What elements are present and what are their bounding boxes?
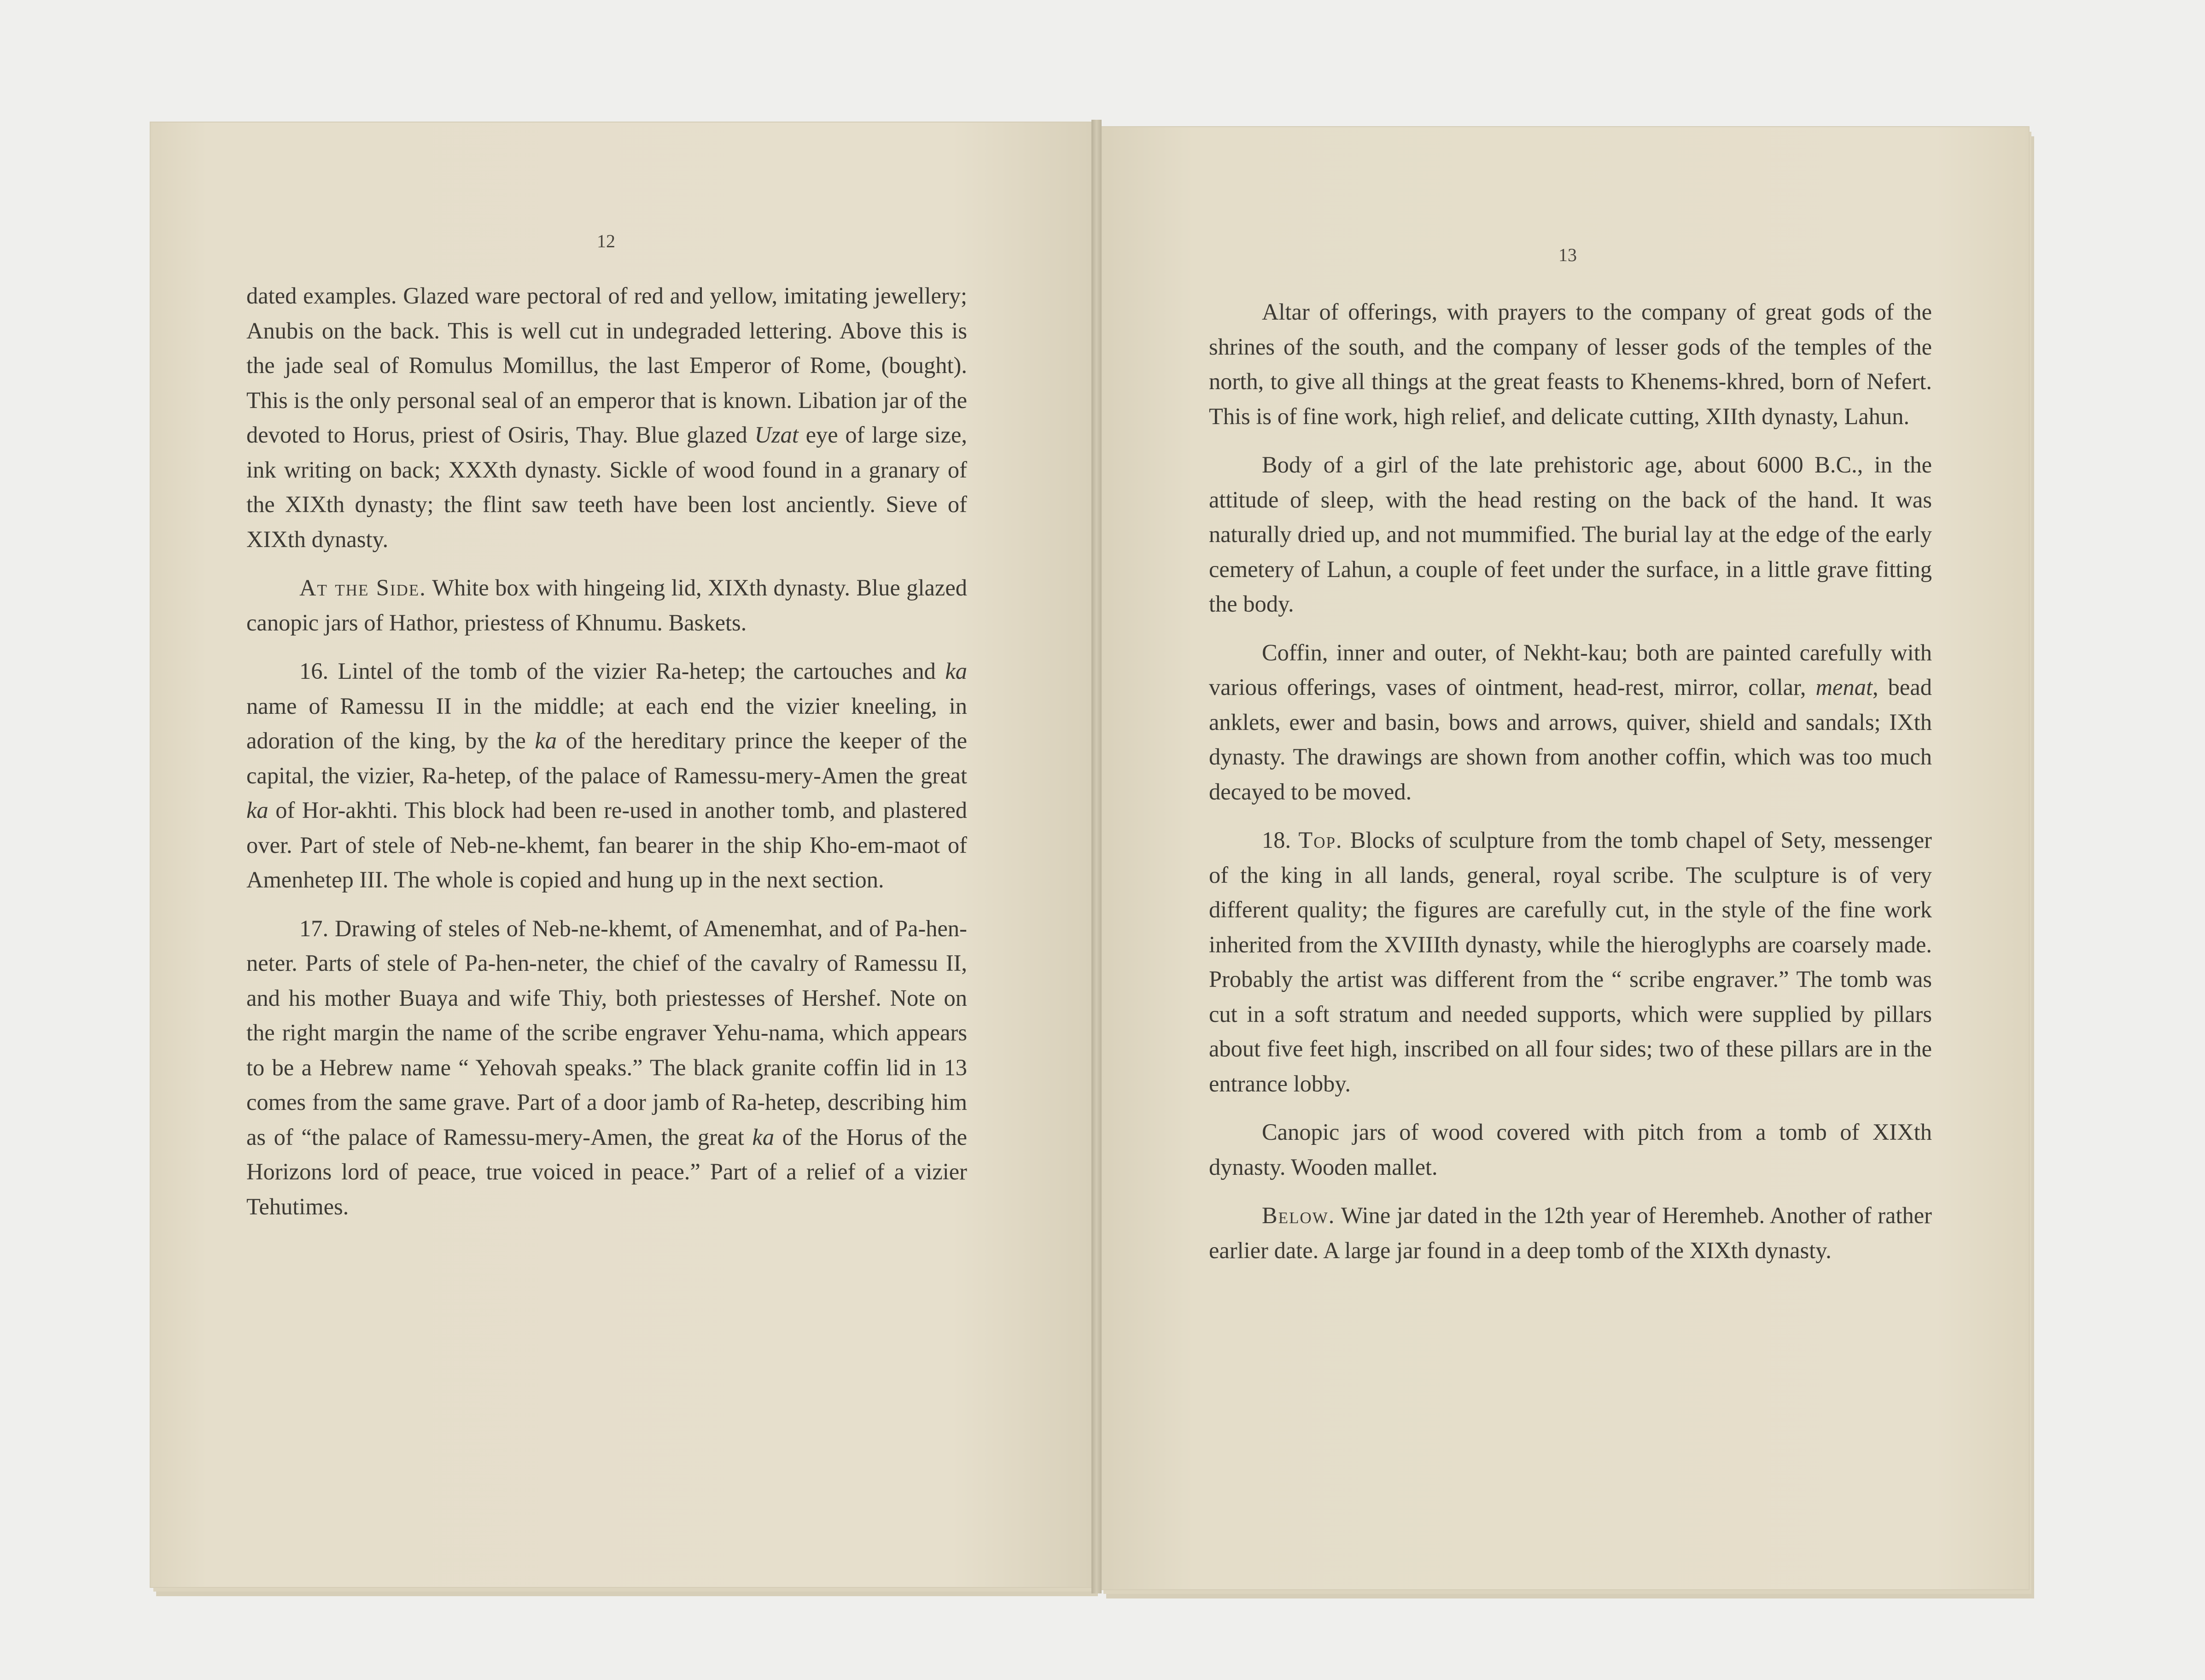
- right-paragraph-3: Coffin, inner and outer, of Nekht-kau; both are painted carefully with various offerings, vases of ointment, head-rest, mirror, collar, menat, bead anklets, ewer and basin, bows and arrows, quiver, shield and sandals; IXth dynasty. The drawings are shown from another coffin, which was too much decayed to be moved.: [1209, 639, 1932, 805]
- left-paragraph-4: 17. Drawing of steles of Neb-ne-khemt, of Amenemhat, and of Pa-hen-neter. Parts of stele of Pa-hen-neter, the chief of the cavalry of Ramessu II, and his mother Buaya and wife Thiy, both priestesses of Hershef. Note on the right margin the name of the scribe engraver Yehu-nama, which appears to be a Hebrew name “ Yehovah speaks.” The black granite coffin lid in 13 comes from the same grave. Part of a door jamb of Ra-hetep, describing him as of “the palace of Ramessu-mery-Amen, the great ka of the Horus of the Horizons lord of peace, true voiced in peace.” Part of a relief of a vizier Tehutimes.: [246, 915, 968, 1219]
- right-paragraph-2: Body of a girl of the late prehistoric age, about 6000 B.C., in the attitude of sleep, with the head resting on the back of the hand. It was naturally dried up, and not mummified. The burial lay at the edge of the early cemetery of Lahun, a couple of feet under the surface, in a little grave fitting the body.: [1209, 452, 1932, 617]
- book-gutter: [1091, 120, 1102, 1593]
- left-page-text: [246, 279, 967, 1224]
- left-paragraph-1: dated examples. Glazed ware pectoral of red and yellow, imitating jewellery; Anubis on the back. This is well cut in undegraded lettering. Above this is the jade seal of Romulus Momillus, the last Emperor of Rome, (bought). This is the only personal seal of an emperor that is known. Libation jar of the devoted to Horus, priest of Osiris, Thay. Blue glazed Uzat eye of large size, ink writing on back; XXXth dynasty. Sickle of wood found in a granary of the XIXth dynasty; the flint saw teeth have been lost anciently. Sieve of XIXth dynasty.: [246, 283, 968, 552]
- left-paragraph-2: At the Side. White box with hingeing lid, XIXth dynasty. Blue glazed canopic jars of Hathor, priestess of Khnumu. Baskets.: [246, 575, 967, 636]
- right-paragraph-4: 18. Top. Blocks of sculpture from the tomb chapel of Sety, messenger of the king in all lands, general, royal scribe. The sculpture is of very different quality; the figures are carefully cut, in the style of the fine work inherited from the XVIIIth dynasty, while the hieroglyphs are coarsely made. Probably the artist was different from the “ scribe engraver.” The tomb was cut in a soft stratum and needed supports, which were supplied by pillars about five feet high, inscribed on all four sides; two of these pillars are in the entrance lobby.: [1209, 827, 1932, 1097]
- right-paragraph-1: Altar of offerings, with prayers to the company of great gods of the shrines of the south, and the company of lesser gods of the temples of the north, to give all things at the great feasts to Khenems-khred, born of Nefert. This is of fine work, high relief, and delicate cutting, XIIth dynasty, Lahun.: [1209, 299, 1932, 429]
- right-paragraph-6: Below. Wine jar dated in the 12th year of Heremheb. Another of rather earlier date. A large jar found in a deep tomb of the XIXth dynasty.: [1209, 1202, 1932, 1263]
- page-number-left: 12: [597, 231, 615, 251]
- right-paragraph-5: Canopic jars of wood covered with pitch from a tomb of XIXth dynasty. Wooden mallet.: [1209, 1119, 1932, 1180]
- left-paragraph-3: 16. Lintel of the tomb of the vizier Ra-hetep; the cartouches and ka name of Ramessu II in the middle; at each end the vizier kneeling, in adoration of the king, by the ka of the hereditary prince the keeper of the capital, the vizier, Ra-hetep, of the palace of Ramessu-mery-Amen the great ka of Hor-akhti. This block had been re-used in another tomb, and plastered over. Part of stele of Neb-ne-khemt, fan bearer in the ship Kho-em-maot of Amenhetep III. The whole is copied and hung up in the next section.: [246, 658, 967, 892]
- right-page-text: [1209, 295, 1932, 1268]
- page-number-right: 13: [1558, 245, 1577, 265]
